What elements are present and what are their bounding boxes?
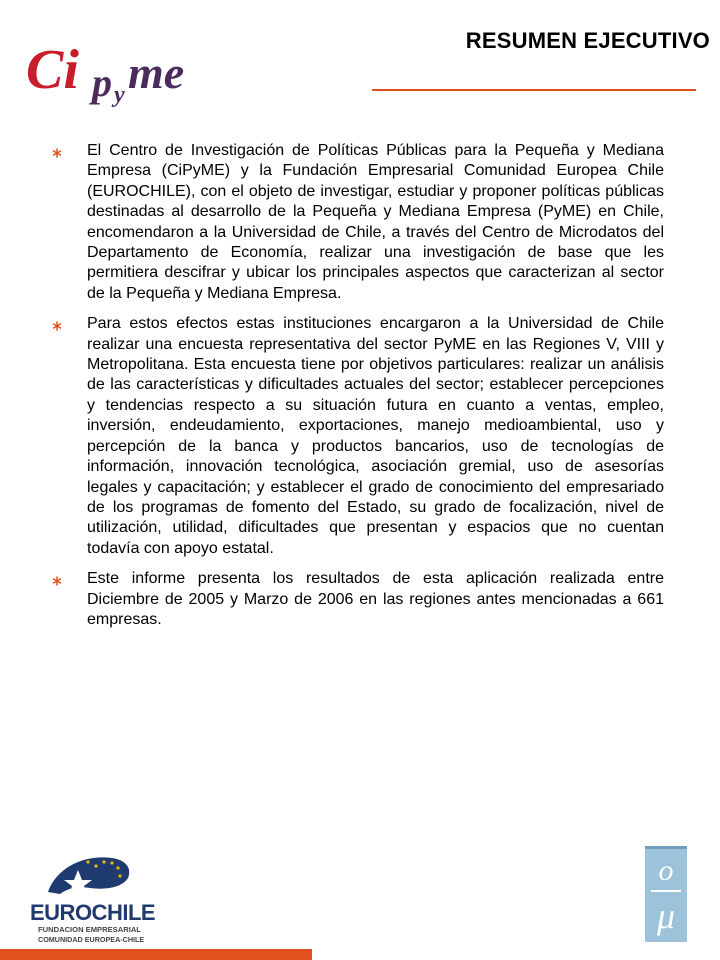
title-underline <box>372 89 696 91</box>
list-item <box>52 314 664 559</box>
logo-me-text: me <box>128 47 185 98</box>
eurochile-line1: FUNDACION EMPRESARIAL <box>38 925 141 934</box>
logo-ci-text: Ci <box>26 39 79 101</box>
bullet-text: Este informe presenta los resultados de esta aplicación realizada entre Diciembre de 2005 y Marzo de 2006 en las regiones antes mencionadas a 661 empresas. <box>87 570 664 628</box>
ucm-logo <box>645 846 687 942</box>
asterisk-bullet-icon <box>52 148 62 158</box>
summary-list <box>52 141 664 640</box>
ucm-symbol-top: o <box>658 854 674 887</box>
eurochile-line2: COMUNIDAD EUROPEA-CHILE <box>38 935 145 944</box>
eurochile-wordmark: EUROCHILE <box>30 900 156 925</box>
bullet-text: Para estos efectos estas instituciones encargaron a la Universidad de Chile realizar una encuesta representativa del sector PyME en las Regiones V, VIII y Metropolitana. Esta encuesta tiene por objetivos particulares: realizar un análisis de las características y dificultades actuales del sector; establecer percepciones y tendencias respecto a su situación futura en cuanto a ventas, empleo, inversión, endeudamiento, exportaciones, manejo medioambiental, uso y percepción de la banca y productos bancarios, uso de tecnologías de información, innovación tecnológica, asociación gremial, uso de asesorías legales y capacitación; y establecer el grado de conocimiento del empresariado de los programas de fomento del Estado, su grado de focalización, nivel de utilización, utilidad, dificultades que presentan y espacios que no cuentan todavía con apoyo estatal. <box>87 315 664 557</box>
logo-p-text: p <box>92 60 112 105</box>
asterisk-bullet-icon <box>52 576 62 586</box>
logo-y-text: y <box>114 82 125 108</box>
list-item <box>52 141 664 304</box>
page-title: RESUMEN EJECUTIVO <box>465 28 710 53</box>
eurochile-logo <box>28 848 158 948</box>
eurochile-emblem <box>48 857 129 896</box>
cipyme-logo <box>26 30 226 110</box>
list-item <box>52 569 664 630</box>
asterisk-bullet-icon <box>52 321 62 331</box>
ucm-symbol-bottom: μ <box>656 896 676 936</box>
footer-accent-bar <box>0 949 312 960</box>
bullet-text: El Centro de Investigación de Políticas Públicas para la Pequeña y Mediana Empresa (CiPyME) y la Fundación Empresarial Comunidad Europea Chile (EUROCHILE), con el objeto de investigar, estudiar y proponer políticas públicas destinadas al desarrollo de la Pequeña y Mediana Empresa (PyME) en Chile, encomendaron a la Universidad de Chile, a través del Centro de Microdatos del Departamento de Economía, realizar una investigación de base que les permitiera descifrar y ubicar los principales aspectos que caracterizan al sector de la Pequeña y Mediana Empresa. <box>87 142 664 302</box>
